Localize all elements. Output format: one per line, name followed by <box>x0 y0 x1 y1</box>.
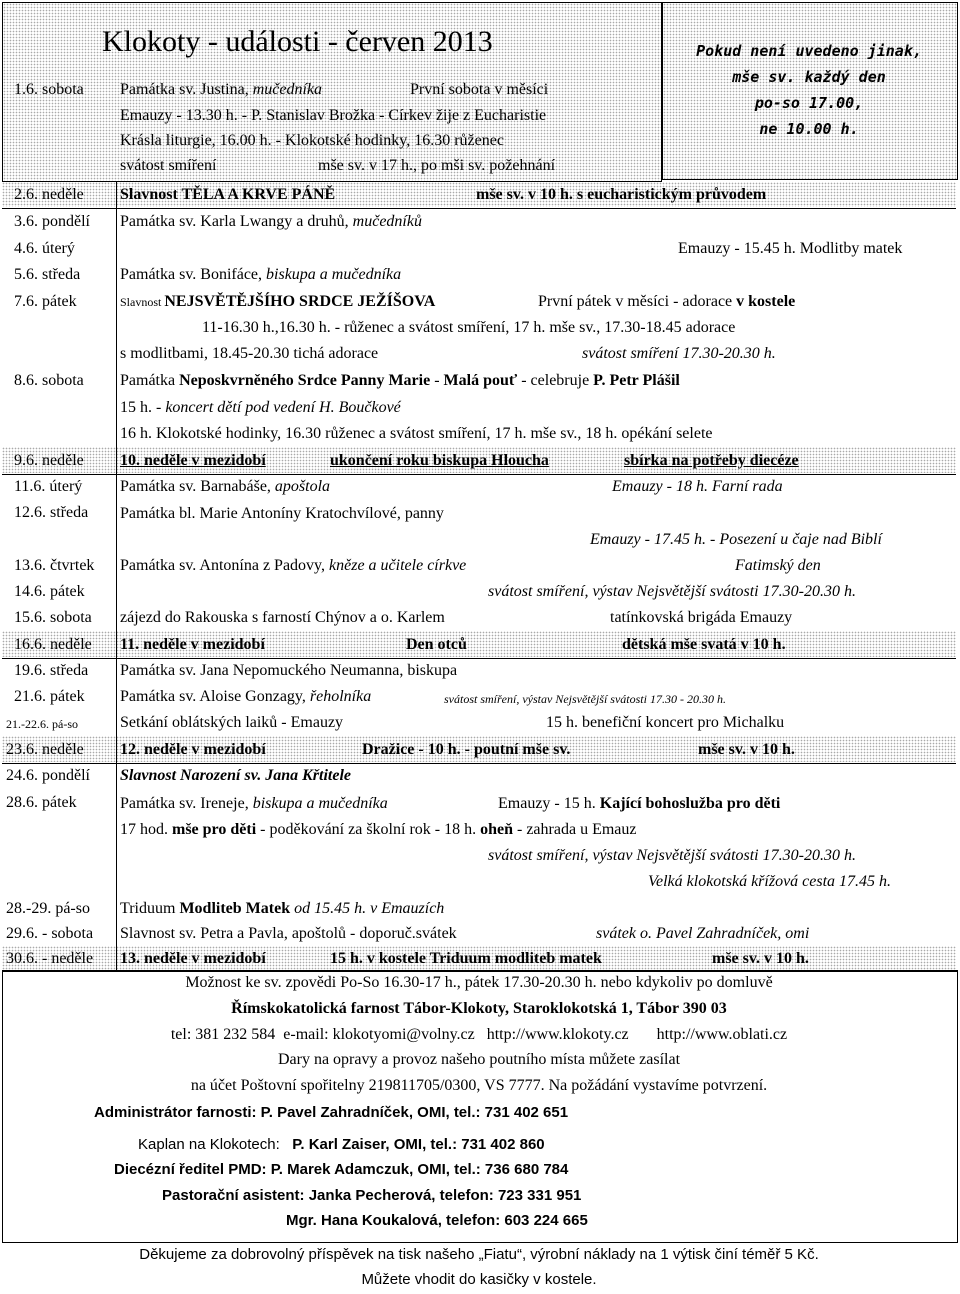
event-date: 8.6. sobota <box>14 372 84 389</box>
event-text: - poděkování za školní rok - 18 h. <box>256 821 481 838</box>
event-text: Památka <box>120 372 180 389</box>
event-text: Památka sv. Antonína z Padovy, <box>120 557 330 574</box>
event-text: v kostele <box>736 293 796 310</box>
event-text: 17 hod. <box>120 821 172 838</box>
event-text: biskupa a mučedníka <box>252 795 388 812</box>
event-line <box>120 265 401 285</box>
event-text: Neposkvrněného Srdce Panny Marie <box>179 372 431 389</box>
event-text: mše sv. v 10 h. <box>712 950 809 967</box>
confession-text: Možnost ke sv. zpovědi Po-So 16.30-17 h., pátek 17.30-20.30 h. nebo kdykoliv po domluvě <box>185 974 773 991</box>
event-title: Slavnost TĚLA A KRVE PÁNĚ <box>120 186 336 203</box>
event-text: dětská mše svatá v 10 h. <box>622 636 786 653</box>
event-text: svátost smíření, výstav Nejsvětější svátosti 17.30-20.30 h. <box>488 583 856 600</box>
director: Diecézní ředitel PMD: P. Marek Adamczuk, OMI, tel.: 736 680 784 <box>114 1161 569 1178</box>
event-text: biskupa a mučedníka <box>266 266 402 283</box>
event-text: Památka sv. Bonifáce, <box>120 266 267 283</box>
event-text: mše sv. v 10 h. s eucharistickým průvodem <box>476 186 767 203</box>
event-text: NEJSVĚTĚJŠÍHO SRDCE JEŽÍŠOVA <box>164 293 436 310</box>
event-line <box>120 80 322 100</box>
event-text: koncert dětí pod vedení H. Boučkové <box>165 399 401 416</box>
event-text: - celebruje <box>517 372 594 389</box>
donation-text: Dary na opravy a provoz našeho poutního místa můžete zasílat <box>277 1051 681 1068</box>
event-date: 12.6. středa <box>14 504 89 521</box>
event-date: 4.6. úterý <box>14 240 75 257</box>
event-text: Setkání oblátských laiků - Emauzy <box>120 714 344 731</box>
chaplain <box>138 1135 545 1155</box>
event-text: Emauzy - 15 h. <box>498 795 600 812</box>
event-date: 28.-29. pá-so <box>6 900 90 917</box>
event-text: Den otců <box>406 636 467 653</box>
event-date: 28.6. pátek <box>6 794 77 811</box>
event-text: Památka sv. Karla Lwangy a druhů, <box>120 213 353 230</box>
event-date: 19.6. středa <box>14 662 89 679</box>
event-line <box>120 398 401 418</box>
event-text: s modlitbami, 18.45-20.30 tichá adorace <box>120 345 379 362</box>
event-text: svátost smíření, výstav Nejsvětější svátosti 17.30 - 20.30 h. <box>444 692 726 706</box>
event-text: od 15.45 h. v Emauzích <box>290 900 445 917</box>
event-title: 10. neděle v mezidobí <box>120 452 266 469</box>
date-column-separator <box>116 182 117 970</box>
notice-line: Pokud není uvedeno jinak, <box>696 42 922 60</box>
event-text: 11-16.30 h.,16.30 h. - růženec a svátost smíření, 17 h. mše sv., 17.30-18.45 adorace <box>202 319 736 336</box>
event-date: 30.6. - neděle <box>6 950 94 967</box>
event-text: 16 h. Klokotské hodinky, 16.30 růženec a svátost smíření, 17 h. mše sv., 18 h. opékání selete <box>120 425 713 442</box>
event-text: Krásla liturgie, 16.00 h. - Klokotské hodinky, 16.30 růženec <box>120 132 504 149</box>
event-text: tatínkovská brigáda Emauzy <box>610 609 793 626</box>
event-text: Emauzy - 18 h. Farní rada <box>612 478 783 495</box>
event-text: Památka sv. Ireneje, <box>120 795 253 812</box>
parish-address: Římskokatolická farnost Tábor-Klokoty, Staroklokotská 1, Tábor 390 03 <box>231 1000 727 1017</box>
event-text: 15 h. benefiční koncert pro Michalku <box>546 714 785 731</box>
event-date: 1.6. sobota <box>14 81 84 98</box>
event-text: První sobota v měsíci <box>410 81 549 98</box>
event-text: Emauzy - 17.45 h. - Posezení u čaje nad Biblí <box>590 531 882 548</box>
event-title: Slavnost Narození sv. Jana Křtitele <box>120 767 351 784</box>
event-text: ukončení roku biskupa Hloucha <box>330 452 549 469</box>
event-text: mučedníků <box>352 213 422 230</box>
event-date: 15.6. sobota <box>14 609 92 626</box>
event-text: mše sv. v 10 h. <box>698 741 795 758</box>
page-title: Klokoty - události - červen 2013 <box>102 25 493 58</box>
event-text: zájezd do Rakouska s farností Chýnov a o. Karlem <box>120 609 445 626</box>
event-date: 9.6. neděle <box>14 452 84 469</box>
event-text: Triduum <box>120 900 180 917</box>
event-text: Dražice - 10 h. - poutní mše sv. <box>362 741 571 758</box>
event-title: 12. neděle v mezidobí <box>120 741 266 758</box>
event-date: 14.6. pátek <box>14 583 85 600</box>
event-text: řeholníka <box>309 688 372 705</box>
event-line <box>120 687 371 707</box>
event-date: 5.6. středa <box>14 266 81 283</box>
event-text: 15 h. - <box>120 399 166 416</box>
event-text: Modliteb Matek <box>179 900 291 917</box>
pastoral-assistant: Mgr. Hana Koukalová, telefon: 603 224 665 <box>286 1212 588 1229</box>
event-line <box>120 899 444 919</box>
event-text: Emauzy - 15.45 h. Modlitby matek <box>678 240 903 257</box>
event-text: Památka bl. Marie Antoníny Kratochvílové, panny <box>120 505 444 522</box>
event-text: sbírka na potřeby diecéze <box>624 452 799 469</box>
event-date: 7.6. pátek <box>14 293 77 310</box>
event-text: mše sv. v 17 h., po mši sv. požehnání <box>318 157 556 174</box>
chaplain-role: Kaplan na Klokotech: <box>138 1136 293 1153</box>
event-date: 29.6. - sobota <box>6 925 94 942</box>
event-text: Emauzy - 13.30 h. - P. Stanislav Brožka - Církev žije z Eucharistie <box>120 107 547 124</box>
event-date: 3.6. pondělí <box>14 213 90 230</box>
event-text: kněze a učitele církve <box>329 557 467 574</box>
parish-contact: tel: 381 232 584 e-mail: klokotyomi@volny.cz http://www.klokoty.cz http://www.oblati.cz <box>170 1026 788 1043</box>
event-date: 21.6. pátek <box>14 688 85 705</box>
mass-times-notice <box>662 2 958 180</box>
event-text: Velká klokotská křížová cesta 17.45 h. <box>648 873 892 890</box>
event-date: 11.6. úterý <box>14 478 83 495</box>
event-text: - <box>430 372 444 389</box>
event-date: 16.6. neděle <box>14 636 92 653</box>
event-line <box>120 477 330 497</box>
event-text: svátost smíření 17.30-20.30 h. <box>582 345 776 362</box>
event-date: 24.6. pondělí <box>6 767 90 784</box>
notice-line: ne 10.00 h. <box>759 120 859 138</box>
event-line <box>120 371 680 391</box>
event-line <box>538 292 795 312</box>
event-text: 15 h. v kostele Triduum modliteb matek <box>330 950 602 967</box>
event-text: Fatimský den <box>735 557 821 574</box>
event-text: oheň <box>480 821 513 838</box>
event-date: 21.-22.6. pá-so <box>6 717 78 731</box>
event-line <box>120 794 388 814</box>
event-text: Kající bohoslužba pro děti <box>599 795 781 812</box>
event-text: svátost smíření <box>120 157 217 174</box>
event-text: mučedníka <box>252 81 323 98</box>
administrator: Administrátor farnosti: P. Pavel Zahradníček, OMI, tel.: 731 402 651 <box>94 1104 569 1121</box>
event-text: Památka sv. Jana Nepomuckého Neumanna, biskupa <box>120 662 458 679</box>
event-text: Slavnost <box>120 295 165 309</box>
chaplain-name: P. Karl Zaiser, OMI, tel.: 731 402 860 <box>292 1136 545 1153</box>
pastoral-assistant: Pastorační asistent: Janka Pecherová, telefon: 723 331 951 <box>162 1187 582 1204</box>
event-text: První pátek v měsíci - adorace <box>538 293 737 310</box>
event-line <box>120 292 435 312</box>
donation-account: na účet Poštovní spořitelny 219811705/0300, VS 7777. Na požádání vystavíme potvrzení. <box>190 1077 768 1094</box>
event-line <box>120 556 466 576</box>
notice-line: po-so 17.00, <box>754 94 864 112</box>
event-line <box>120 820 636 840</box>
event-text: svátek o. Pavel Zahradníček, omi <box>596 925 810 942</box>
event-line <box>120 212 422 232</box>
thanks-text: Můžete vhodit do kasičky v kostele. <box>361 1271 597 1288</box>
event-title: 11. neděle v mezidobí <box>120 636 265 653</box>
event-text: Památka sv. Aloise Gonzagy, <box>120 688 310 705</box>
event-date: 2.6. neděle <box>14 186 84 203</box>
event-text: P. Petr Plášil <box>593 372 680 389</box>
event-text: - zahrada u Emauz <box>513 821 637 838</box>
event-date: 13.6. čtvrtek <box>14 557 95 574</box>
event-text: Památka sv. Barnabáše, <box>120 478 275 495</box>
event-text: mše pro děti <box>172 821 257 838</box>
event-line <box>498 794 780 814</box>
event-title: 13. neděle v mezidobí <box>120 950 266 967</box>
event-text: svátost smíření, výstav Nejsvětější svátosti 17.30-20.30 h. <box>488 847 856 864</box>
event-text: Památka sv. Justina, <box>120 81 253 98</box>
event-text: Slavnost sv. Petra a Pavla, apoštolů - doporuč.svátek <box>120 925 457 942</box>
thanks-text: Děkujeme za dobrovolný příspěvek na tisk našeho „Fiatu“, výrobní náklady na 1 výtisk činí téměř 5 Kč. <box>139 1246 819 1263</box>
event-text: Malá pouť <box>443 372 518 389</box>
notice-line: mše sv. každý den <box>732 68 886 86</box>
event-date: 23.6. neděle <box>6 741 84 758</box>
event-text: apoštola <box>274 478 331 495</box>
